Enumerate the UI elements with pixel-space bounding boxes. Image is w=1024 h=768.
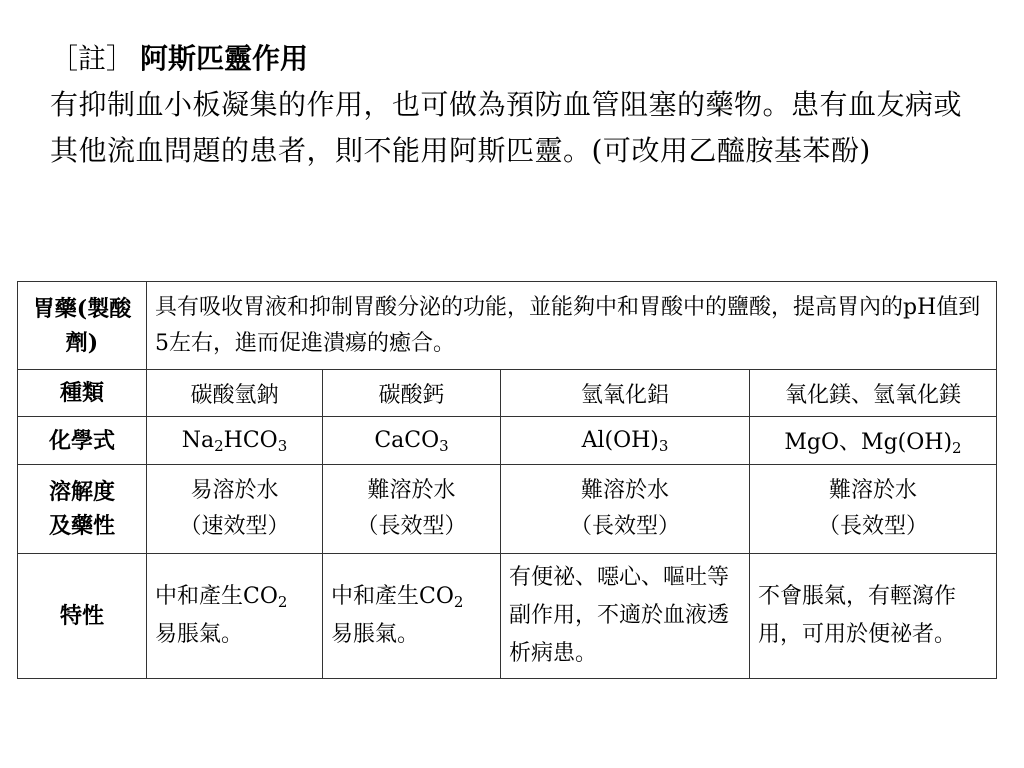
- type-cell: 碳酸鈣: [323, 370, 501, 417]
- feature-subscript: 2: [277, 593, 288, 611]
- solubility-type: （長效型）: [817, 514, 928, 539]
- note-heading: [50, 36, 990, 82]
- aspirin-note: [50, 36, 990, 174]
- solubility-cell: [750, 465, 997, 554]
- solubility-type: （長效型）: [569, 514, 680, 539]
- table-row: [18, 554, 997, 679]
- formula-subscript: 2: [214, 437, 224, 455]
- formula-subscript: 3: [658, 437, 669, 455]
- feature-cell: [147, 554, 323, 679]
- formula-text: Al(OH): [581, 428, 659, 453]
- row-header-type: 種類: [18, 370, 147, 417]
- row-header-solubility-line1: 溶解度: [48, 479, 115, 505]
- table-row: [18, 417, 997, 465]
- formula-subscript: 3: [439, 437, 449, 455]
- solubility-text: 難溶於水: [580, 478, 669, 503]
- feature-text: 中和產生CO: [155, 584, 278, 609]
- solubility-cell: [147, 465, 323, 554]
- formula-cell: [750, 417, 997, 465]
- feature-text: 易脹氣。: [331, 622, 420, 647]
- note-title: 阿斯匹靈作用: [140, 42, 309, 75]
- formula-text: MgO、Mg(OH): [784, 430, 953, 455]
- note-tag: ［註］: [50, 42, 135, 75]
- row-header-solubility-line2: 及藥性: [48, 513, 115, 539]
- note-body: 有抑制血小板凝集的作用，也可做為預防血管阻塞的藥物。患有血友病或其他流血問題的患者，則不能用阿斯匹靈。(可改用乙醯胺基苯酚): [50, 88, 963, 167]
- formula-cell: [147, 417, 323, 465]
- table-row: [18, 282, 997, 370]
- solubility-text: 難溶於水: [367, 478, 456, 503]
- feature-subscript: 2: [453, 593, 464, 611]
- formula-subscript: 3: [277, 437, 288, 455]
- feature-text: 易脹氣。: [155, 622, 244, 647]
- row-header-feature: 特性: [18, 554, 147, 679]
- feature-text: 中和產生CO: [331, 584, 454, 609]
- solubility-cell: [501, 465, 750, 554]
- solubility-text: 難溶於水: [828, 478, 917, 503]
- antacid-label: 胃藥(製酸劑): [18, 282, 147, 370]
- formula-text: Na: [181, 428, 215, 453]
- feature-cell: [323, 554, 501, 679]
- antacid-table: [17, 281, 997, 679]
- feature-cell: 有便祕、噁心、嘔吐等副作用，不適於血液透析病患。: [501, 554, 750, 679]
- row-header-solubility: [18, 465, 147, 554]
- type-cell: 碳酸氫鈉: [147, 370, 323, 417]
- formula-subscript: 2: [952, 439, 962, 457]
- type-cell: 氧化鎂、氫氧化鎂: [750, 370, 997, 417]
- formula-text: HCO: [223, 428, 278, 453]
- solubility-cell: [323, 465, 501, 554]
- solubility-text: 易溶於水: [190, 478, 279, 503]
- type-cell: 氫氧化鋁: [501, 370, 750, 417]
- row-header-formula: 化學式: [18, 417, 147, 465]
- feature-cell: 不會脹氣，有輕瀉作用，可用於便祕者。: [750, 554, 997, 679]
- formula-cell: [323, 417, 501, 465]
- solubility-type: （長效型）: [356, 514, 467, 539]
- antacid-description: 具有吸收胃液和抑制胃酸分泌的功能，並能夠中和胃酸中的鹽酸，提高胃內的pH值到5左右，進而促進潰瘍的癒合。: [147, 282, 997, 370]
- formula-cell: [501, 417, 750, 465]
- table-row: [18, 370, 997, 417]
- solubility-type: （速效型）: [179, 514, 290, 539]
- table-row: [18, 465, 997, 554]
- formula-text: CaCO: [374, 428, 440, 453]
